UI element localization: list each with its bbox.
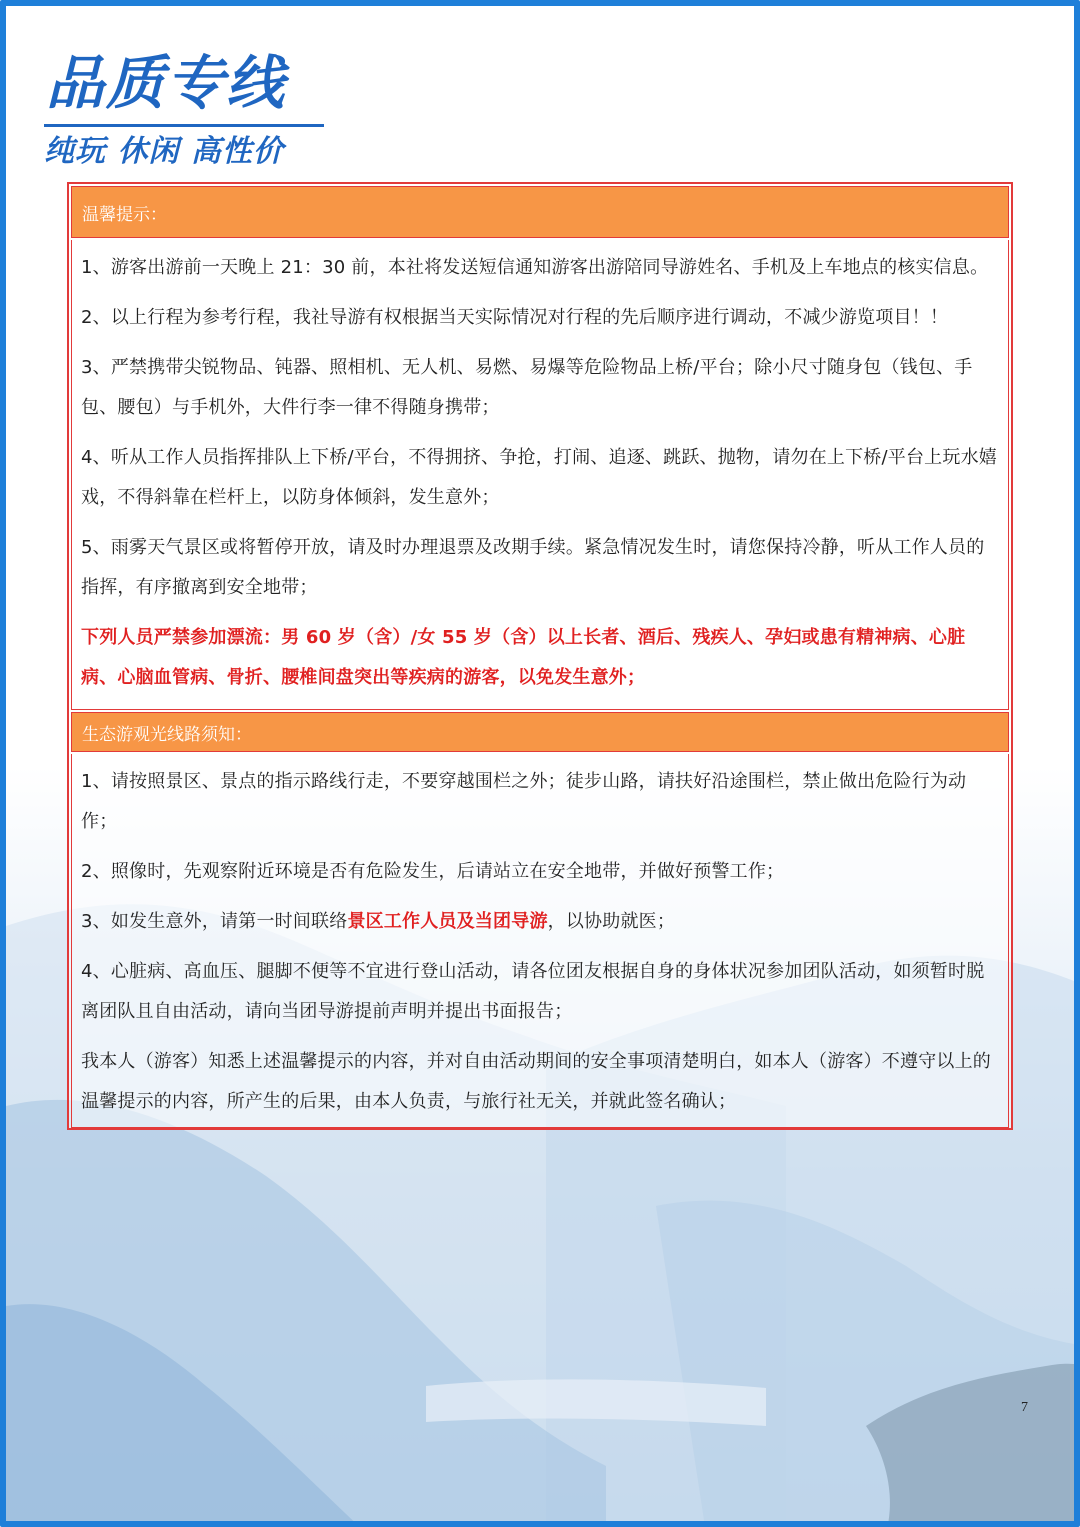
notice-box — [67, 182, 1013, 1130]
section-body-tips — [71, 240, 1009, 710]
section-title-eco-tour: 生态游观光线路须知： — [82, 724, 252, 744]
brand-title: 品质专线 — [46, 49, 287, 117]
eco-item: 2、照像时，先观察附近环境是否有危险发生，后请站立在安全地带，并做好预警工作； — [81, 861, 785, 882]
tip-item: 3、严禁携带尖锐物品、钝器、照相机、无人机、易燃、易爆等危险物品上桥/平台；除小尺寸随身包（钱包、手包、腰包）与手机外，大件行李一律不得随身携带； — [81, 357, 973, 418]
eco-item-emergency — [81, 902, 998, 942]
rafting-warning: 下列人员严禁参加漂流：男 60 岁（含）/女 55 岁（含）以上长者、酒后、残疾人、孕妇或患有精神病、心脏病、心脑血管病、骨折、腰椎间盘突出等疾病的游客，以免发生意外； — [81, 627, 966, 688]
eco-item: 4、心脏病、高血压、腿脚不便等不宜进行登山活动，请各位团友根据自身的身体状况参加团队活动，如须暂时脱离团队且自由活动，请向当团导游提前声明并提出书面报告； — [81, 961, 985, 1022]
declaration-text: 我本人（游客）知悉上述温馨提示的内容，并对自由活动期间的安全事项清楚明白，如本人（游客）不遵守以上的温馨提示的内容，所产生的后果，由本人负责，与旅行社无关，并就此签名确认； — [81, 1051, 991, 1112]
section-body-eco-tour — [71, 754, 1009, 1128]
eco-item-emergency-prefix: 3、如发生意外，请第一时间联络 — [81, 911, 348, 932]
tip-item: 1、游客出游前一天晚上 21：30 前，本社将发送短信通知游客出游陪同导游姓名、手机及上车地点的核实信息。 — [81, 257, 989, 278]
eco-item-emergency-suffix: ，以协助就医； — [547, 911, 676, 932]
section-header-tips — [71, 186, 1009, 238]
section-header-eco-tour — [71, 712, 1009, 752]
section-title-tips: 温馨提示： — [82, 204, 167, 224]
tip-item: 5、雨雾天气景区或将暂停开放，请及时办理退票及改期手续。紧急情况发生时，请您保持冷静，听从工作人员的指挥，有序撤离到安全地带； — [81, 537, 985, 598]
emergency-contact-highlight: 景区工作人员及当团导游 — [347, 911, 548, 932]
brand-divider — [44, 124, 324, 127]
eco-item: 1、请按照景区、景点的指示路线行走，不要穿越围栏之外；徒步山路，请扶好沿途围栏，禁止做出危险行为动作； — [81, 771, 967, 832]
brand-header — [40, 48, 340, 178]
page-number: 7 — [1021, 1400, 1028, 1415]
brand-tagline: 纯玩 休闲 高性价 — [44, 134, 284, 169]
tip-item: 2、以上行程为参考行程，我社导游有权根据当天实际情况对行程的先后顺序进行调动，不减少游览项目！！ — [81, 307, 949, 328]
tip-item: 4、听从工作人员指挥排队上下桥/平台，不得拥挤、争抢，打闹、追逐、跳跃、抛物，请勿在上下桥/平台上玩水嬉戏，不得斜靠在栏杆上，以防身体倾斜，发生意外； — [81, 447, 997, 508]
